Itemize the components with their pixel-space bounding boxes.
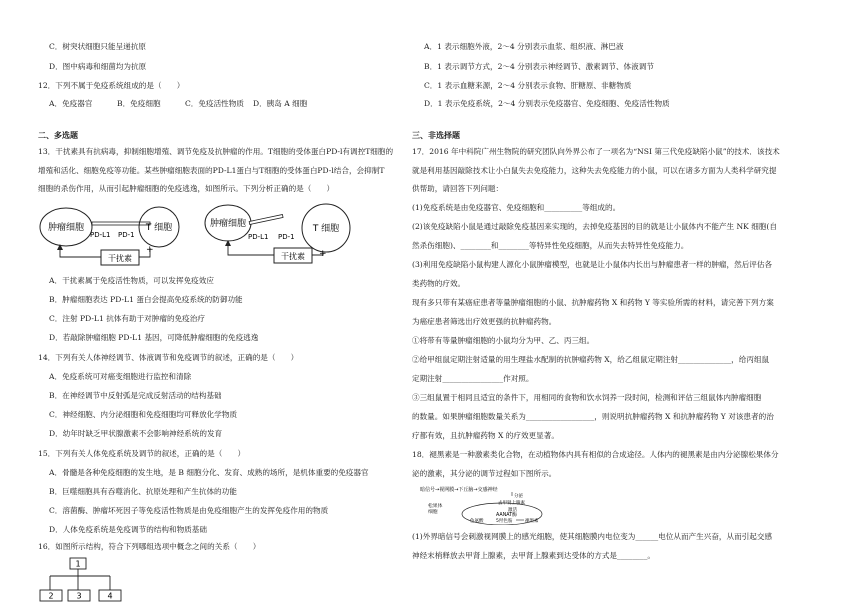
q12-option-b: B．免疫细胞 [117, 99, 161, 108]
tcell-label-right: T 细胞 [312, 224, 340, 234]
q13-option-d: D．若敲除肿瘤细胞 PD-L1 基因，可降低肿瘤细胞的免疫逃逸 [49, 333, 259, 342]
q18-line-1: 18．褪黑素是一种激素类化合物，在动植物体内具有相似的合成途径。人体内的褪黑素是由内分泌腺松果体分 [412, 450, 779, 459]
q12-option-c: C．免疫活性物质 [185, 99, 244, 108]
q16-option-b: B．1 表示调节方式，2～4 分别表示神经调节、激素调节、体液调节 [424, 62, 654, 71]
q16-tree-diagram [38, 556, 158, 606]
q15-option-c: C．溶菌酶、肿瘤坏死因子等免疫活性物质是由免疫细胞产生的发挥免疫作用的物质 [49, 506, 329, 515]
tree-label-3: 3 [76, 591, 82, 601]
pineal-label-2: 细胞 [428, 510, 438, 515]
q17-line-14: ③三组鼠置于相同且适宜的条件下，用相同的食物和饮水饲养一段时间，检测和评估三组鼠体内肿瘤细胞 [412, 393, 762, 402]
q15-option-d: D．人体免疫系统是免疫调节的结构和物质基础 [49, 525, 207, 534]
q14-stem: 14．下列有关人体神经调节、体液调节和免疫调节的叙述，正确的是（ ） [38, 353, 299, 362]
tryptophan-label: 色氨酸 [470, 519, 484, 524]
pd1-label-left: PD-1 [118, 231, 135, 239]
q12-option-a: A．免疫器官 [49, 99, 93, 108]
q17-line-13: 定期注射________________作对照。 [412, 374, 534, 383]
q17-line-16: 疗都有效，且抗肿瘤药物 X 的疗效更显著。 [412, 431, 559, 440]
q17-line-8: 类药物的疗效。 [412, 279, 466, 288]
tumor-label-right: 肿瘤细胞 [209, 219, 247, 229]
serotonin-label: 5羟色胺 [496, 519, 513, 524]
q14-option-b: B．在神经调节中反射弧是完成反射活动的结构基础 [49, 391, 222, 400]
q17-line-4: (1)免疫系统是由免疫器官、免疫细胞和__________等组成的。 [412, 203, 621, 212]
q17-line-7: (3)利用免疫缺陷小鼠构建人源化小鼠肿瘤模型，也就是让小鼠体内长出与肿瘤患者一样的肿瘤，然后评估各 [412, 260, 773, 269]
q17-line-6: 然杀伤细胞)、________和________等特异性免疫细胞，从而失去特异性免疫能力。 [412, 241, 689, 250]
inhibit-mark-left: + [146, 245, 154, 255]
q12-option-d: D．胰岛 A 细胞 [253, 99, 308, 108]
q16-stem: 16．如图所示结构，符合下列哪组选项中概念之间的关系（ ） [38, 542, 261, 551]
q14-option-a: A．免疫系统可对癌变细胞进行监控和清除 [49, 372, 192, 381]
q13-line-3: 细胞的杀伤作用，从而引起肿瘤细胞的免疫逃逸，如图所示。下列分析正确的是（ ） [38, 184, 335, 193]
pdl1-label-right: PD-L1 [248, 233, 269, 241]
receptor-right [249, 214, 283, 224]
q13-option-c: C．注射 PD-L1 抗体有助于对肿瘤的免疫治疗 [49, 314, 205, 323]
q18-melatonin-diagram [414, 485, 564, 525]
activate-label: 激活 [508, 508, 517, 513]
tree-label-4: 4 [107, 591, 113, 601]
q17-line-3: 供帮助，请回答下列问题： [412, 184, 504, 193]
aanat-enzyme-label: AANAT酶 [496, 513, 517, 518]
q17-line-9: 现有多只带有某癌症患者等量肿瘤细胞的小鼠、抗肿瘤药物 X 和药物 Y 等实验所需的材料，请完善下列方案 [412, 298, 774, 307]
q11-option-c: C．树突状细胞只能呈递抗原 [49, 42, 146, 51]
q15-stem: 15．下列有关人体免疫系统及调节的叙述，正确的是（ ） [38, 449, 246, 458]
tree-label-1: 1 [75, 559, 81, 569]
dark-signal-pathway: 暗信号→视网膜→下丘脑→交感神经 [420, 487, 498, 493]
section-non-choice-title: 三、非选择题 [412, 130, 460, 140]
inhibit-mark-right: + [319, 249, 327, 259]
q12-options [49, 98, 321, 109]
pineal-label-1: 松果体 [428, 504, 443, 509]
q17-line-15: 的数量。如果肿瘤细胞数量关系为__________________，则说明抗肿瘤药物 X 和抗肿瘤药物 Y 对该患者的治 [412, 412, 774, 421]
receptor-left [92, 222, 150, 225]
q13-diagram [38, 198, 388, 270]
q17-line-1: 17．2016 年中科院广州生物院的研究团队向外界公布了一项名为“NSI 第三代免疫缺陷小鼠”的技术．该技术 [412, 147, 780, 156]
q16-option-d: D．1 表示免疫系统，2～4 分别表示免疫器官、免疫细胞、免疫活性物质 [424, 99, 670, 108]
q13-option-a: A．干扰素属于免疫活性物质，可以发挥免疫效应 [49, 276, 214, 285]
q13-option-b: B．肿瘤细胞表达 PD-L1 蛋白会提高免疫系统的防御功能 [49, 295, 243, 304]
q11-option-d: D．图中病毒和细菌均为抗原 [49, 62, 147, 71]
q12-stem: 12．下列不属于免疫系统组成的是（ ） [38, 81, 185, 90]
q17-line-11: ①将带有等量肿瘤细胞的小鼠均分为甲、乙、丙三组。 [412, 336, 595, 345]
q18-line-2: 泌的激素，其分泌的调节过程如下图所示。 [412, 469, 557, 478]
ifn-label-right: 干扰素 [281, 252, 305, 261]
q13-line-2: 增殖和活化、细胞免疫等功能。某些肿瘤细胞表面的PD-L1蛋白与T细胞的受体蛋白PD-l结合，会抑制T [38, 166, 385, 175]
q17-line-10: 为癌症患者筛选出疗效更强的抗肿瘤药物。 [412, 317, 557, 326]
norepinephrine-label: 去甲肾上腺素 [498, 501, 525, 506]
ifn-label-left: 干扰素 [108, 254, 132, 263]
q15-option-b: B．巨噬细胞具有吞噬消化、抗原处理和产生抗体的功能 [49, 487, 237, 496]
tumor-label-left: 肿瘤细胞 [47, 223, 85, 233]
q17-line-2: 就是利用基因敲除技术让小白鼠失去免疫能力，这种失去免疫能力的小鼠，可以在诸多方面为人类科学研究提 [412, 166, 777, 175]
pdl1-label-left: PD-L1 [90, 231, 111, 239]
q15-option-a: A．骨髓是各种免疫细胞的发生地，是 B 细胞分化、发育、成熟的场所，是机体重要的免疫器官 [49, 468, 369, 477]
secrete-label: 分泌 [514, 494, 523, 499]
q17-line-5: (2)该免疫缺陷小鼠是通过敲除免疫基因来实现的，去掉免疫基因的目的就是让小鼠体内不能产生 NK 细胞(自 [412, 222, 777, 231]
q16-option-a: A．1 表示细胞外液，2～4 分别表示血浆、组织液、淋巴液 [424, 42, 624, 51]
tcell-label-left: T 细胞 [145, 223, 173, 233]
q18-sub1-line-2: 神经末梢释放去甲肾上腺素，去甲肾上腺素到达受体的方式是________。 [412, 551, 655, 560]
q14-option-d: D．幼年时缺乏甲状腺激素不会影响神经系统的发育 [49, 429, 223, 438]
q18-sub1-line-1: (1)外界暗信号会刺激视网膜上的感光细胞，使其细胞膜内电位变为______电位从而产生兴奋，从而引起交感 [412, 532, 773, 541]
q16-option-c: C．1 表示血糖来源，2～4 分别表示食物、肝糖原、非糖物质 [424, 81, 632, 90]
q17-line-12: ②给甲组鼠定期注射适量的用生理盐水配制的抗肿瘤药物 X，给乙组鼠定期注射______________，给丙组鼠 [412, 355, 770, 364]
q14-option-c: C．神经细胞、内分泌细胞和免疫细胞均可释放化学物质 [49, 410, 238, 419]
pd1-label-right: PD-1 [278, 233, 295, 241]
q13-line-1: 13．干扰素具有抗病毒，抑制细胞增殖、调节免疫及抗肿瘤的作用。T细胞的受体蛋白PD-l有调控T细胞的 [38, 147, 394, 156]
tree-label-2: 2 [48, 591, 54, 601]
melatonin-label: 褪黑素 [525, 519, 539, 524]
section-multiple-choice-title: 二、多选题 [38, 130, 78, 140]
